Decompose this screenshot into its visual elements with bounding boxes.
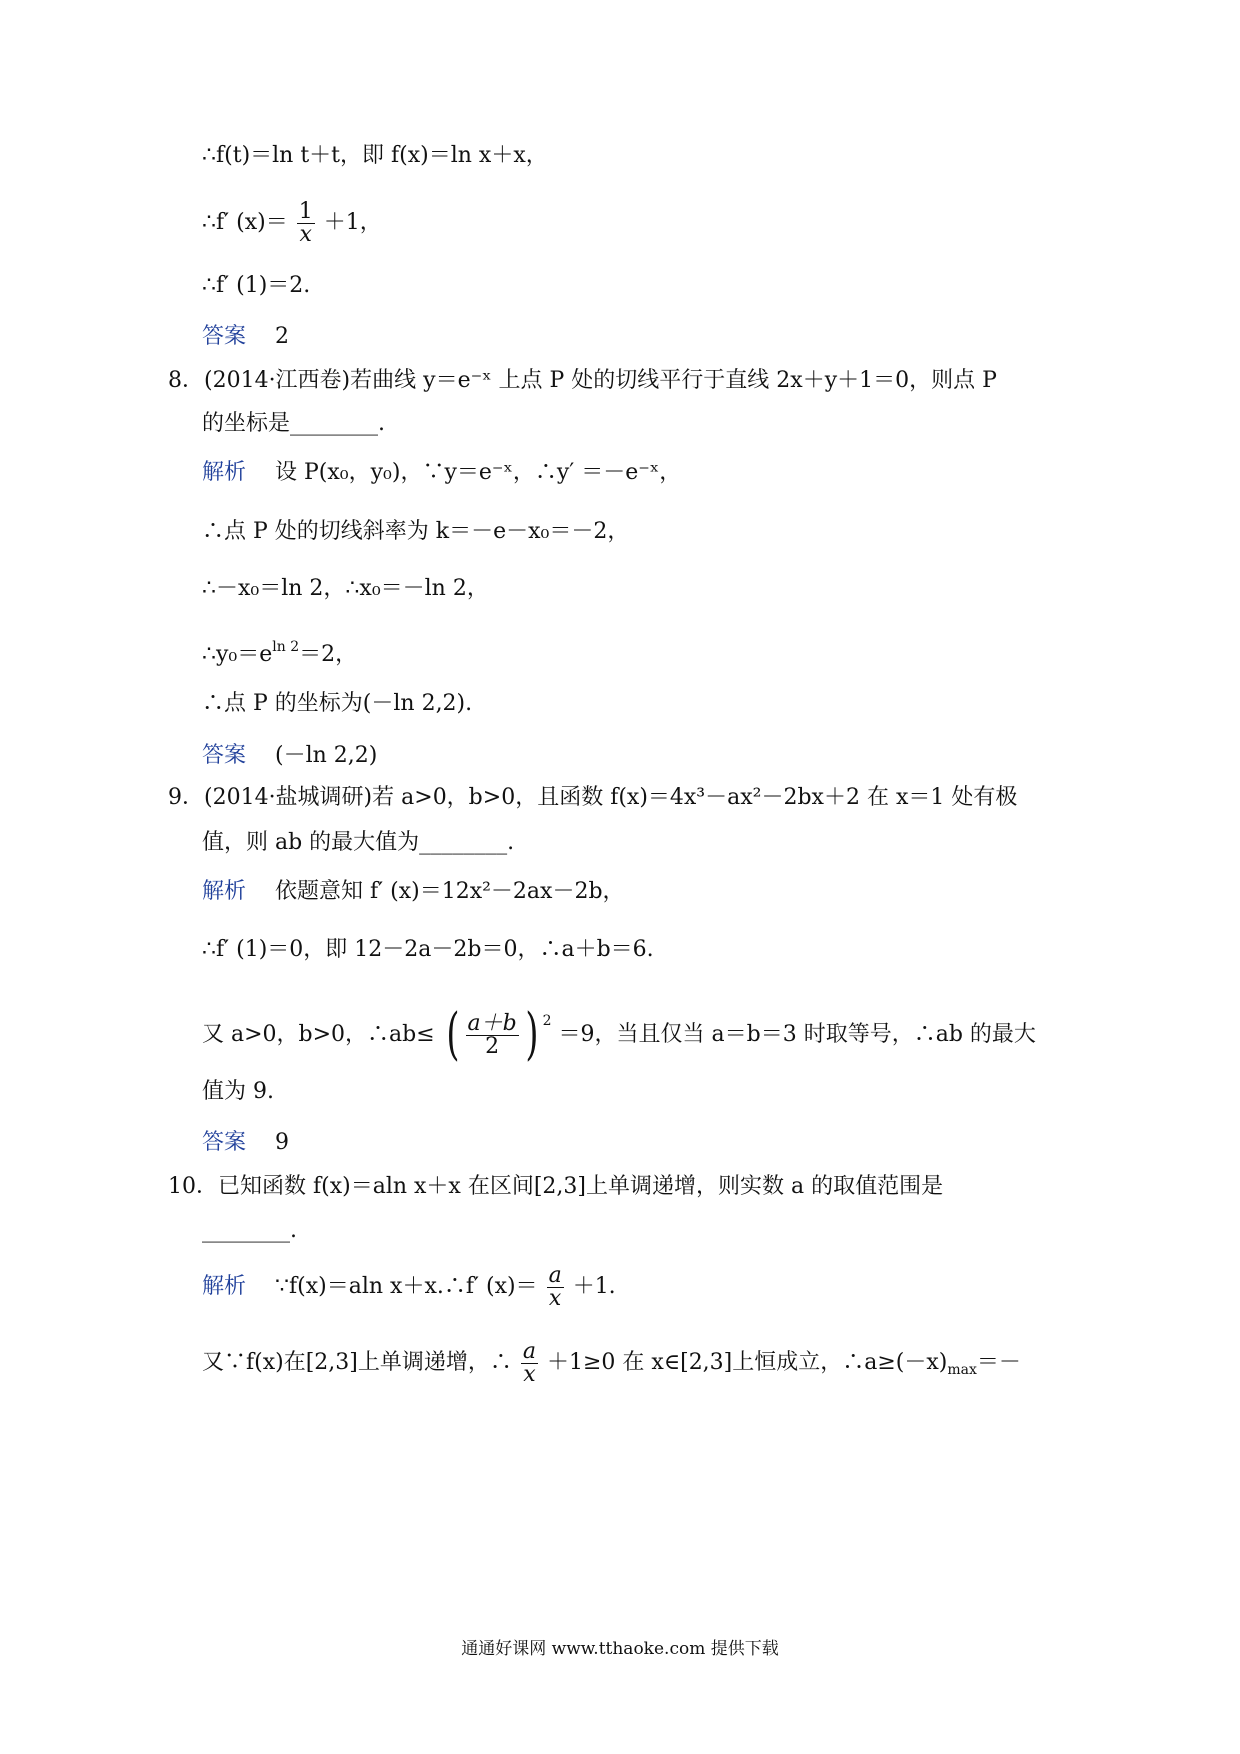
expression-text: ＋1≥0 在 x∈[2,3]上恒成立，∴a≥(－x)	[547, 1350, 948, 1375]
expression-text: ＝9，当且仅当 a＝b＝3 时取等号，∴ab 的最大	[558, 1022, 1036, 1047]
answer-value: (－ln 2,2)	[275, 743, 378, 768]
question-8-line-2: 的坐标是________.	[202, 411, 385, 436]
fraction-numerator: a	[522, 1338, 536, 1364]
answer-value: 2	[275, 324, 290, 349]
answer-line	[202, 741, 377, 771]
answer-label: 答案	[202, 743, 247, 768]
expression-text: 设 P(x₀，y₀)，∵y＝e⁻ˣ，∴y′ ＝－e⁻ˣ，	[275, 460, 682, 485]
fraction-denominator: x	[523, 1361, 536, 1387]
solution-line	[202, 1262, 616, 1312]
answer-line	[202, 322, 289, 352]
fraction	[466, 1010, 519, 1059]
answer-value: 9	[275, 1130, 290, 1155]
fraction	[547, 1262, 564, 1311]
solution-label: 解析	[202, 460, 247, 485]
solution-line: ∴点 P 的坐标为(－ln 2,2).	[202, 691, 473, 716]
expression-text: 依题意知 f′ (x)＝12x²－2ax－2b，	[275, 879, 625, 904]
solution-line: ∴点 P 处的切线斜率为 k＝－e－x₀＝－2，	[202, 519, 630, 544]
expression-text: ∴f′ (x)＝	[202, 210, 288, 235]
solution-line: 值为 9.	[202, 1079, 274, 1104]
fraction-numerator: 1	[298, 198, 313, 224]
solution-line	[202, 198, 382, 248]
solution-label: 解析	[202, 1274, 247, 1299]
expression-text: 又∵f(x)在[2,3]上单调递增，∴	[202, 1350, 512, 1375]
subscript: max	[947, 1362, 977, 1378]
expression-text: ＝－	[976, 1350, 1021, 1375]
solution-line: ∴f′ (1)＝0，即 12－2a－2b＝0，∴a＋b＝6.	[202, 937, 654, 962]
expression-text: ∴y₀＝e	[202, 642, 273, 667]
solution-line: ∴－x₀＝ln 2，∴x₀＝－ln 2，	[202, 576, 489, 601]
fraction-denominator: x	[299, 221, 312, 247]
question-9-line-2: 值，则 ab 的最大值为________.	[202, 830, 515, 855]
expression-text: ＋1.	[572, 1274, 616, 1299]
question-8-line-1: 8．(2014·江西卷)若曲线 y＝e⁻ˣ 上点 P 处的切线平行于直线 2x＋y＋1＝0，则点 P	[168, 368, 997, 393]
question-10-line-2: ________.	[202, 1218, 297, 1243]
expression-text: ∵f(x)＝aln x＋x.∴f′ (x)＝	[275, 1274, 538, 1299]
fraction-numerator: a	[548, 1262, 562, 1288]
left-paren: (	[446, 1002, 460, 1067]
answer-label: 答案	[202, 324, 247, 349]
expression-text: 又 a>0，b>0，∴ab≤	[202, 1022, 435, 1047]
fraction	[521, 1338, 538, 1387]
page-footer: 通通好课网 www.tthaoke.com 提供下载	[461, 1639, 779, 1659]
solution-line: ∴f(t)＝ln t＋t，即 f(x)＝ln x＋x，	[202, 143, 548, 168]
solution-line	[202, 632, 357, 670]
solution-line	[202, 1338, 1021, 1395]
solution-label: 解析	[202, 879, 247, 904]
right-paren: )	[525, 1002, 539, 1067]
solution-line	[202, 988, 1036, 1068]
expression-text: ＋1，	[323, 210, 382, 235]
superscript: ln 2	[272, 639, 300, 655]
fraction-numerator: a＋b	[467, 1010, 517, 1036]
question-10-line-1: 10．已知函数 f(x)＝aln x＋x 在区间[2,3]上单调递增，则实数 a 的取值范围是	[168, 1174, 944, 1199]
superscript: 2	[542, 1013, 552, 1029]
solution-line	[202, 458, 681, 488]
fraction-denominator: 2	[485, 1033, 500, 1059]
question-9-line-1: 9．(2014·盐城调研)若 a>0，b>0，且函数 f(x)＝4x³－ax²－2bx＋2 在 x＝1 处有极	[168, 785, 1018, 810]
answer-line	[202, 1128, 289, 1158]
solution-line	[202, 877, 625, 907]
expression-text: ＝2，	[299, 642, 358, 667]
solution-line: ∴f′ (1)＝2.	[202, 273, 311, 298]
fraction-denominator: x	[548, 1285, 562, 1311]
fraction	[297, 198, 315, 247]
answer-label: 答案	[202, 1130, 247, 1155]
